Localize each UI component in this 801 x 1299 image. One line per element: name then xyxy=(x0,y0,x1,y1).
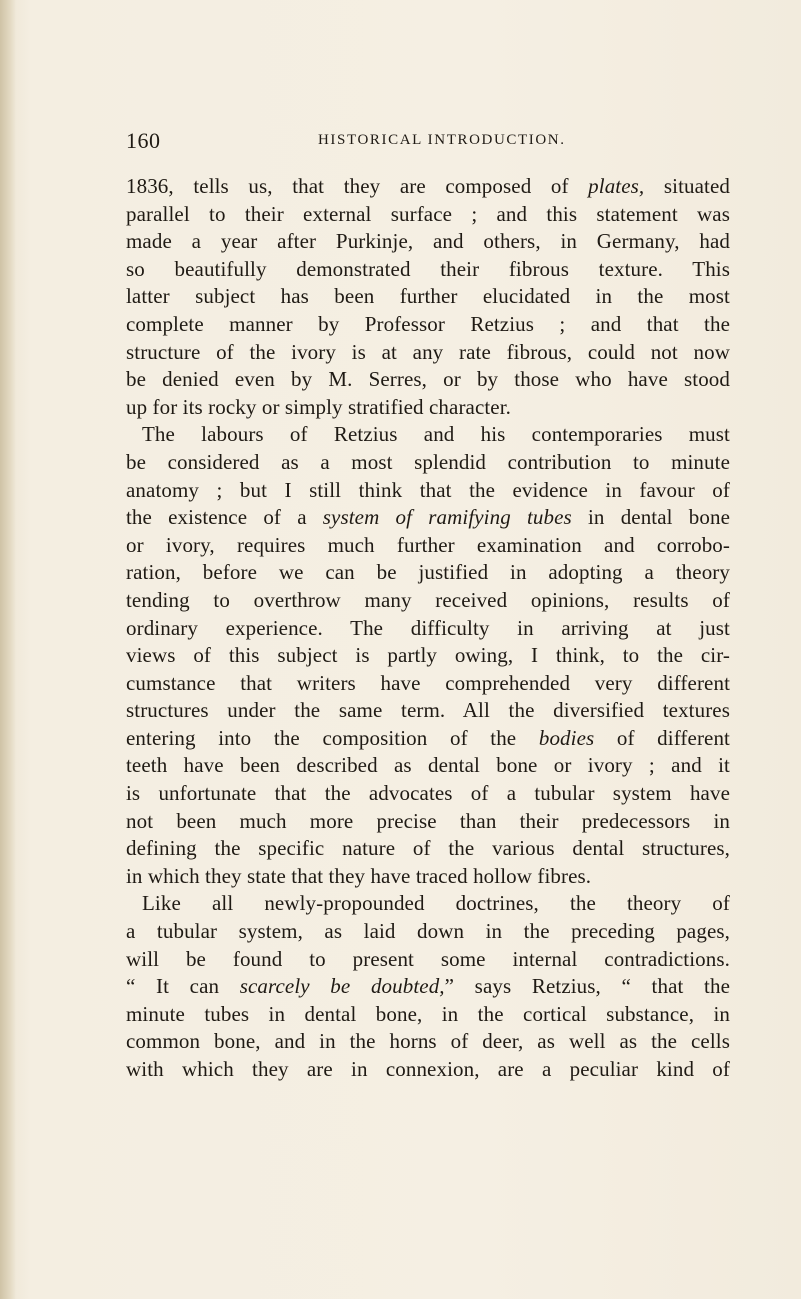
text-segment: common bone, and in the horns of deer, as well as the cells xyxy=(126,1029,730,1054)
text-line xyxy=(126,311,730,339)
text-line xyxy=(126,918,730,946)
running-head xyxy=(126,128,726,158)
text-line xyxy=(126,504,730,532)
text-line xyxy=(126,449,730,477)
text-segment: a tubular system, as laid down in the preceding pages, xyxy=(126,919,730,944)
text-segment: minute tubes in dental bone, in the cortical substance, in xyxy=(126,1001,730,1026)
text-segment: so beautifully demonstrated their fibrous texture. This xyxy=(126,256,730,281)
text-segment: Like all newly-propounded doctrines, the theory of xyxy=(142,891,730,916)
page-gutter xyxy=(0,0,16,1299)
text-segment: complete manner by Professor Retzius ; and that the xyxy=(126,311,730,336)
text-line xyxy=(126,808,730,836)
text-segment: 1836, tells us, that they are composed of xyxy=(126,174,589,198)
text-line xyxy=(126,587,730,615)
text-line xyxy=(126,835,730,863)
text-line xyxy=(126,256,730,284)
italic-text: system of ramifying tubes xyxy=(322,505,572,530)
text-line xyxy=(126,890,730,918)
text-segment: teeth have been described as dental bone or ivory ; and it xyxy=(126,753,730,778)
text-segment: cumstance that writers have comprehended very different xyxy=(126,670,730,695)
text-line xyxy=(126,697,730,725)
text-line xyxy=(126,421,730,449)
text-segment: with which they are in connexion, are a peculiar kind of xyxy=(126,1057,730,1081)
text-line xyxy=(126,752,730,780)
text-segment: not been much more precise than their predecessors in xyxy=(126,808,730,833)
text-line xyxy=(126,1028,730,1056)
text-segment: up for its rocky or simply stratified character. xyxy=(126,394,512,419)
text-segment: tending to overthrow many received opinions, results of xyxy=(126,587,730,612)
text-line xyxy=(126,725,730,753)
text-segment: ration, before we can be justified in adopting a theory xyxy=(126,560,730,585)
italic-text: bodies xyxy=(538,725,595,750)
text-segment: structures under the same term. All the diversified textures xyxy=(126,698,730,723)
text-line xyxy=(126,973,730,1001)
text-segment: anatomy ; but I still think that the evidence in favour of xyxy=(126,477,730,502)
text-line xyxy=(126,532,730,560)
italic-text: plates, xyxy=(588,174,645,198)
text-line xyxy=(126,283,730,311)
text-segment: made a year after Purkinje, and others, in Germany, had xyxy=(126,229,730,254)
text-segment: ordinary experience. The difficulty in arriving at just xyxy=(126,615,730,640)
text-line xyxy=(126,615,730,643)
text-line xyxy=(126,228,730,256)
text-segment: defining the specific nature of the various dental structures, xyxy=(126,836,730,861)
text-segment: “ It can xyxy=(126,974,240,999)
italic-text: scarcely be doubted, xyxy=(239,974,445,999)
text-line xyxy=(126,642,730,670)
text-segment: latter subject has been further elucidated in the most xyxy=(126,284,730,309)
running-title: HISTORICAL INTRODUCTION. xyxy=(318,132,566,148)
text-segment: in dental bone xyxy=(571,505,730,530)
text-line xyxy=(126,477,730,505)
text-segment: situated xyxy=(644,174,730,198)
text-segment: structure of the ivory is at any rate fibrous, could not now xyxy=(126,339,730,364)
text-line xyxy=(126,670,730,698)
text-segment: ” says Retzius, “ that the xyxy=(444,974,730,999)
text-segment: entering into the composition of the xyxy=(126,725,539,750)
text-segment: the existence of a xyxy=(126,505,323,530)
text-segment: will be found to present some internal contradictions. xyxy=(126,946,730,971)
body-text xyxy=(126,173,730,1084)
text-segment: parallel to their external surface ; and this statement was xyxy=(126,201,730,226)
text-segment: in which they state that they have traced hollow fibres. xyxy=(126,863,592,888)
text-line xyxy=(126,1056,730,1084)
text-line xyxy=(126,339,730,367)
text-line xyxy=(126,1001,730,1029)
text-line xyxy=(126,946,730,974)
text-segment: or ivory, requires much further examination and corrobo- xyxy=(126,532,730,557)
text-line xyxy=(126,780,730,808)
text-segment: The labours of Retzius and his contemporaries must xyxy=(142,422,730,447)
text-segment: be considered as a most splendid contribution to minute xyxy=(126,449,730,474)
text-line xyxy=(126,201,730,229)
text-segment: of different xyxy=(594,725,730,750)
text-line xyxy=(126,366,730,394)
text-line xyxy=(126,394,730,422)
text-line xyxy=(126,559,730,587)
text-segment: is unfortunate that the advocates of a tubular system have xyxy=(126,781,730,806)
text-segment: views of this subject is partly owing, I think, to the cir- xyxy=(126,643,730,668)
text-line xyxy=(126,863,730,891)
text-segment: be denied even by M. Serres, or by those who have stood xyxy=(126,367,730,392)
text-line xyxy=(126,173,730,201)
page-number: 160 xyxy=(126,128,161,153)
